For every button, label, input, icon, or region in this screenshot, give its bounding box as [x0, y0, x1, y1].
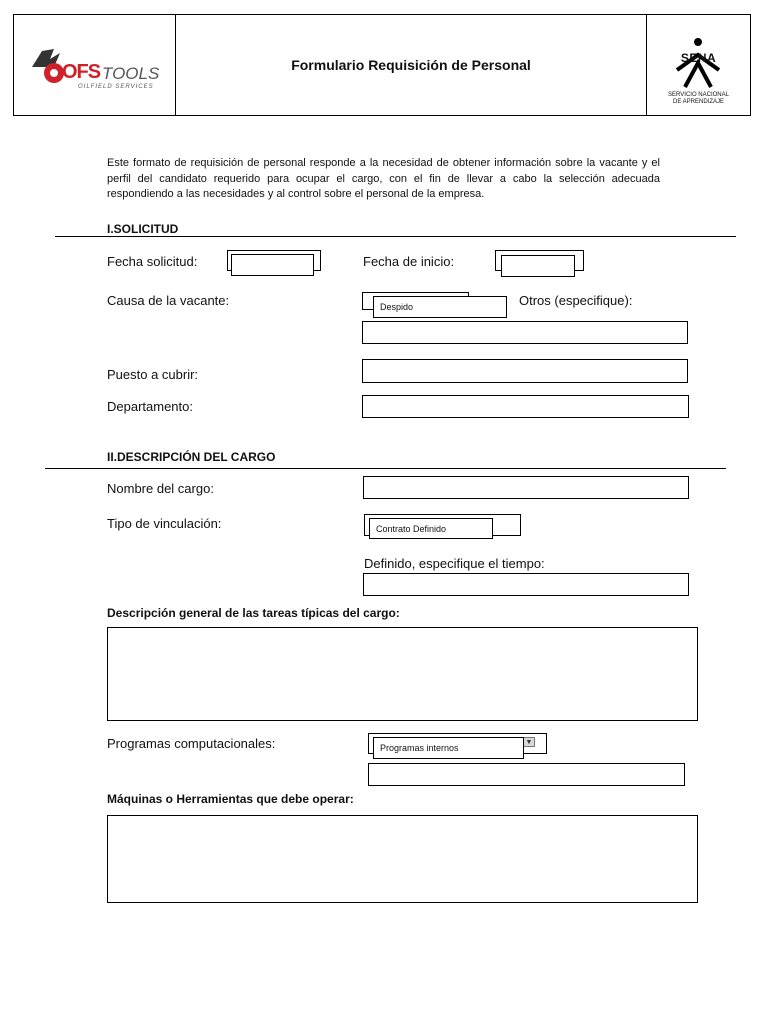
departamento-label: Departamento:: [107, 399, 193, 414]
puesto-label: Puesto a cubrir:: [107, 367, 199, 382]
logo-tagline: OILFIELD SERVICES: [78, 84, 154, 90]
maquinas-textarea[interactable]: [107, 815, 698, 903]
fecha-inicio-label: Fecha de inicio:: [363, 254, 455, 269]
logo-ofs-text: OFS: [62, 61, 101, 83]
nombre-cargo-label: Nombre del cargo:: [107, 481, 214, 496]
maquinas-label: Máquinas o Herramientas que debe operar:: [107, 792, 354, 806]
programas-label: Programas computacionales:: [107, 736, 276, 751]
sena-subtitle-line-1: SERVICIO NACIONAL: [668, 92, 729, 98]
otros-label: Otros (especifique):: [519, 293, 633, 308]
company-logo-cell: [14, 15, 176, 115]
programas-input[interactable]: [368, 763, 685, 786]
fecha-inicio-field[interactable]: [501, 255, 575, 277]
section-divider: [45, 468, 726, 469]
departamento-input[interactable]: [362, 395, 689, 418]
section-solicitud-title: I.SOLICITUD: [107, 222, 179, 236]
sena-subtitle-line-2: DE APRENDIZAJE: [672, 99, 724, 105]
fecha-solicitud-field[interactable]: [231, 254, 314, 276]
section-divider: [55, 236, 736, 237]
definido-tiempo-input[interactable]: [363, 573, 689, 596]
puesto-input[interactable]: [362, 359, 688, 383]
document-header: [13, 14, 751, 116]
nombre-cargo-input[interactable]: [363, 476, 689, 499]
fecha-solicitud-label: Fecha solicitud:: [107, 254, 198, 269]
logo-tools-text: TOOLS: [102, 64, 160, 83]
definido-tiempo-label: Definido, especifique el tiempo:: [364, 556, 545, 571]
form-title: Formulario Requisición de Personal: [176, 15, 647, 115]
programas-select[interactable]: Programas internos: [373, 737, 524, 759]
section-descripcion-title: II.DESCRIPCIÓN DEL CARGO: [107, 450, 276, 464]
chevron-down-icon[interactable]: ▼: [523, 737, 535, 747]
causa-vacante-label: Causa de la vacante:: [107, 293, 230, 308]
descripcion-tareas-textarea[interactable]: [107, 627, 698, 721]
intro-paragraph: Este formato de requisición de personal responde a la necesidad de obtener información sobre la vacante y el perfil del candidato requerido para ocupar el cargo, con el fin de llevar a cabo la selección adecuada respondiendo a las necesidades y al control sobre el personal de la empresa.: [107, 157, 660, 200]
sena-logo-cell: [647, 15, 750, 115]
tipo-vinculacion-select[interactable]: Contrato Definido: [369, 518, 493, 539]
causa-vacante-select[interactable]: Despido: [373, 296, 507, 318]
sena-name: SENA: [680, 51, 717, 65]
otros-input[interactable]: [362, 321, 688, 344]
sena-subtitle: [647, 92, 750, 106]
descripcion-tareas-label: Descripción general de las tareas típicas del cargo:: [107, 606, 400, 620]
tipo-vinculacion-label: Tipo de vinculación:: [107, 516, 222, 531]
